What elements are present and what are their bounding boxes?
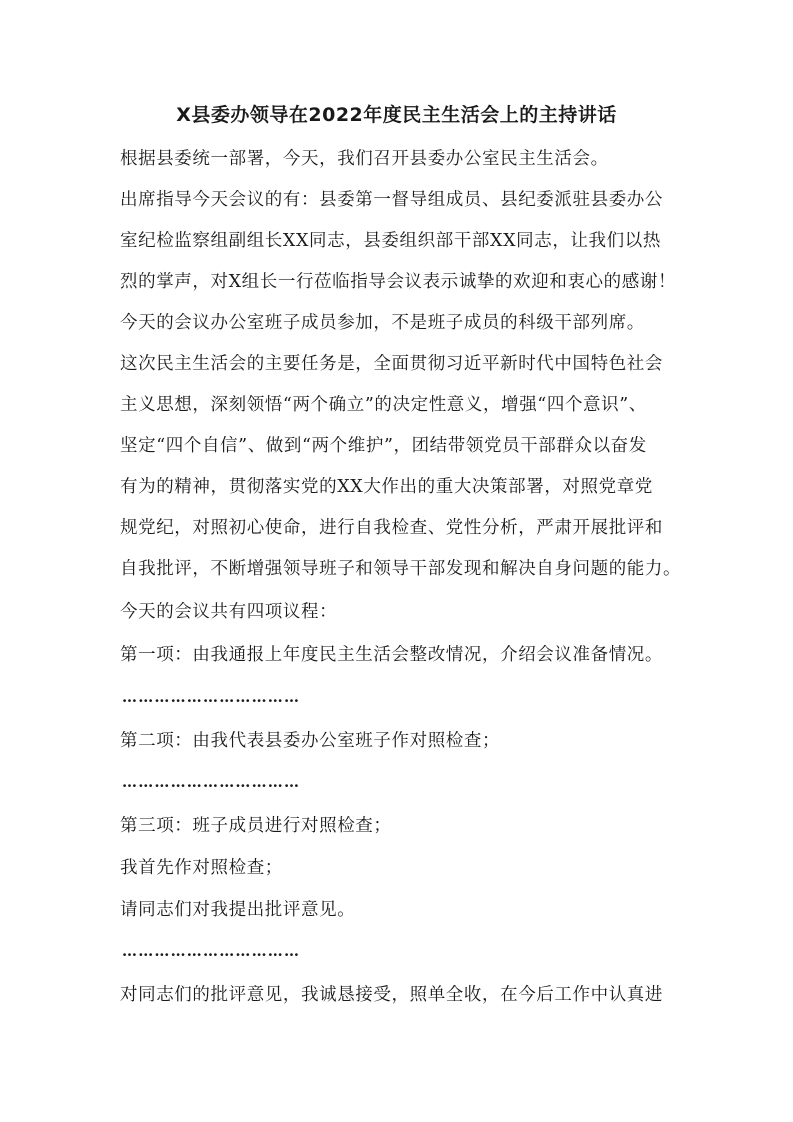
paragraph-line: 规党纪，对照初心使命，进行自我检查、党性分析，严肃开展批评和 xyxy=(120,518,663,538)
paragraph-line: 自我批评，不断增强领导班子和领导干部发现和解决自身问题的能力。 xyxy=(120,559,682,579)
ellipsis-line: …………………………… xyxy=(122,773,301,791)
paragraph-line: 烈的掌声，对X组长一行莅临指导会议表示诚挚的欢迎和衷心的感谢！ xyxy=(120,272,677,292)
paragraph-line: 第一项：由我通报上年度民主生活会整改情况，介绍会议准备情况。 xyxy=(120,645,663,665)
paragraph-line: 今天的会议共有四项议程： xyxy=(120,602,338,622)
paragraph-line: 第三项：班子成员进行对照检查； xyxy=(120,816,392,836)
paragraph-line: 请同志们对我提出批评意见。 xyxy=(120,900,356,920)
paragraph-line: 这次民主生活会的主要任务是，全面贯彻习近平新时代中国特色社会 xyxy=(120,354,663,374)
ellipsis-line: …………………………… xyxy=(122,942,301,960)
paragraph-line: 对同志们的批评意见，我诚恳接受，照单全收，在今后工作中认真进 xyxy=(120,985,663,1005)
paragraph-line: 室纪检监察组副组长XX同志，县委组织部干部XX同志，让我们以热 xyxy=(120,231,661,251)
paragraph-line: 根据县委统一部署，今天，我们召开县委办公室民主生活会。 xyxy=(120,149,609,169)
paragraph-line: 我首先作对照检查； xyxy=(120,858,283,878)
document-title: X县委办领导在2022年度民主生活会上的主持讲话 xyxy=(176,104,617,126)
paragraph-line: 第二项：由我代表县委办公室班子作对照检查； xyxy=(120,731,501,751)
paragraph-line: 主义思想，深刻领悟“两个确立”的决定性意义，增强“四个意识”、 xyxy=(120,395,647,415)
ellipsis-line: …………………………… xyxy=(122,688,301,706)
paragraph-line: 有为的精神，贯彻落实党的XX大作出的重大决策部署，对照党章党 xyxy=(120,477,653,497)
paragraph-line: 出席指导今天会议的有：县委第一督导组成员、县纪委派驻县委办公 xyxy=(120,190,663,210)
paragraph-line: 坚定“四个自信”、做到“两个维护”，团结带领党员干部群众以奋发 xyxy=(120,436,647,456)
paragraph-line: 今天的会议办公室班子成员参加，不是班子成员的科级干部列席。 xyxy=(120,313,645,333)
